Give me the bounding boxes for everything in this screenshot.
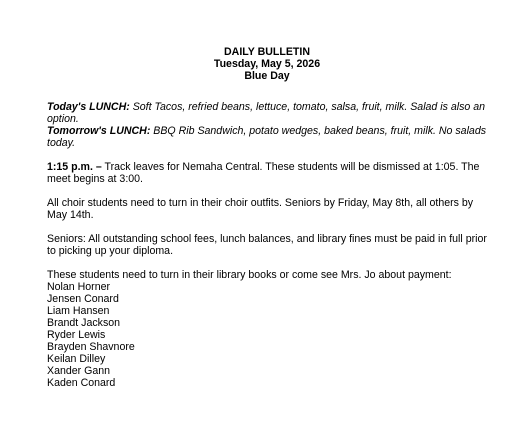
list-item: Liam Hansen [47,305,110,317]
seniors-announcement: Seniors: All outstanding school fees, lunch balances, and library fines must be paid in full prior to picking up your diploma. [47,233,487,257]
choir-announcement: All choir students need to turn in their choir outfits. Seniors by Friday, May 8th, all others by May 14th. [47,197,474,221]
list-item: Ryder Lewis [47,329,106,341]
bulletin-document [47,46,487,389]
track-time: 1:15 p.m. – [47,161,102,173]
list-item: Nolan Horner [47,281,111,293]
library-announcement [47,269,487,389]
bulletin-header [47,46,487,82]
track-text: Track leaves for Nemaha Central. These students will be dismissed at 1:05. The meet begins at 3:00. [47,161,480,185]
bulletin-day: Blue Day [244,70,290,82]
list-item: Kaden Conard [47,377,116,389]
bulletin-date: Tuesday, May 5, 2026 [213,58,321,70]
tomorrow-lunch-label: Tomorrow's LUNCH: [47,125,151,137]
list-item: Xander Gann [47,365,111,377]
list-item: Keilan Dilley [47,353,106,365]
tomorrow-lunch [47,125,487,149]
library-student-list [47,281,487,389]
today-lunch-text: Soft Tacos, refried beans, lettuce, tomato, salsa, fruit, milk. Salad is also an option. [47,101,486,125]
library-text: These students need to turn in their library books or come see Mrs. Jo about payment: [47,269,452,281]
list-item: Brandt Jackson [47,317,121,329]
today-lunch [47,101,487,125]
bulletin-title: DAILY BULLETIN [224,46,310,58]
list-item: Jensen Conard [47,293,119,305]
track-announcement [47,161,487,185]
today-lunch-label: Today's LUNCH: [47,101,130,113]
tomorrow-lunch-text: BBQ Rib Sandwich, potato wedges, baked beans, fruit, milk. No salads today. [47,125,487,149]
list-item: Brayden Shavnore [47,341,135,353]
lunch-section [47,101,487,149]
